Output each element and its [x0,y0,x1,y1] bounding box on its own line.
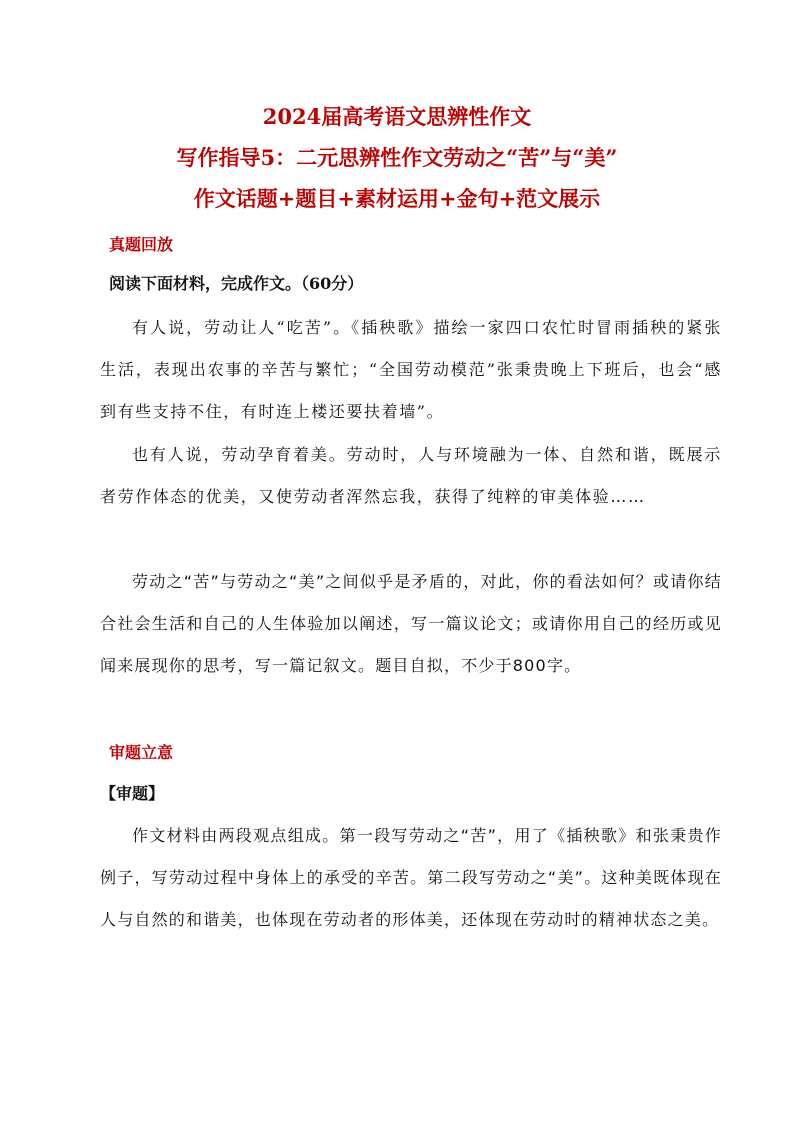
analysis-subheading: 【审题】 [100,784,165,803]
section-heading-analysis: 审题立意 [109,743,174,762]
material-paragraph-3: 劳动之“苦”与劳动之“美”之间似乎是矛盾的，对此，你的看法如何？或请你结合社会生活和自己的人生体验加以阐述，写一篇议论文；或请你用自己的经历或见闻来展现你的思考，写一篇记叙文。题目自拟，不少于800字。 [100,572,722,675]
section-heading-review: 真题回放 [109,235,174,254]
instruction-line: 阅读下面材料，完成作文。（60分） [109,274,364,293]
material-paragraph-2: 也有人说，劳动孕育着美。劳动时，人与环境融为一体、自然和谐，既展示者劳作体态的优美，又使劳动者浑然忘我，获得了纯粹的审美体验…… [100,445,722,506]
document-title-line1: 2024届高考语文思辨性作文 [262,104,532,129]
material-paragraph-1: 有人说，劳动让人“吃苦”。《插秧歌》描绘一家四口农忙时冒雨插秧的紧张生活，表现出农事的辛苦与繁忙；“全国劳动模范”张秉贵晚上下班后，也会“感到有些支持不住，有时连上楼还要扶着墙”。 [100,318,722,421]
document-title-line2: 写作指导5：二元思辨性作文劳动之“苦”与“美” [176,145,618,170]
analysis-paragraph: 作文材料由两段观点组成。第一段写劳动之“苦”，用了《插秧歌》和张秉贵作例子，写劳动过程中身体上的承受的辛苦。第二段写劳动之“美”。这种美既体现在人与自然的和谐美，也体现在劳动者的形体美，还体现在劳动时的精神状态之美。 [100,826,722,929]
document-title-line3: 作文话题+题目+素材运用+金句+范文展示 [193,186,601,211]
